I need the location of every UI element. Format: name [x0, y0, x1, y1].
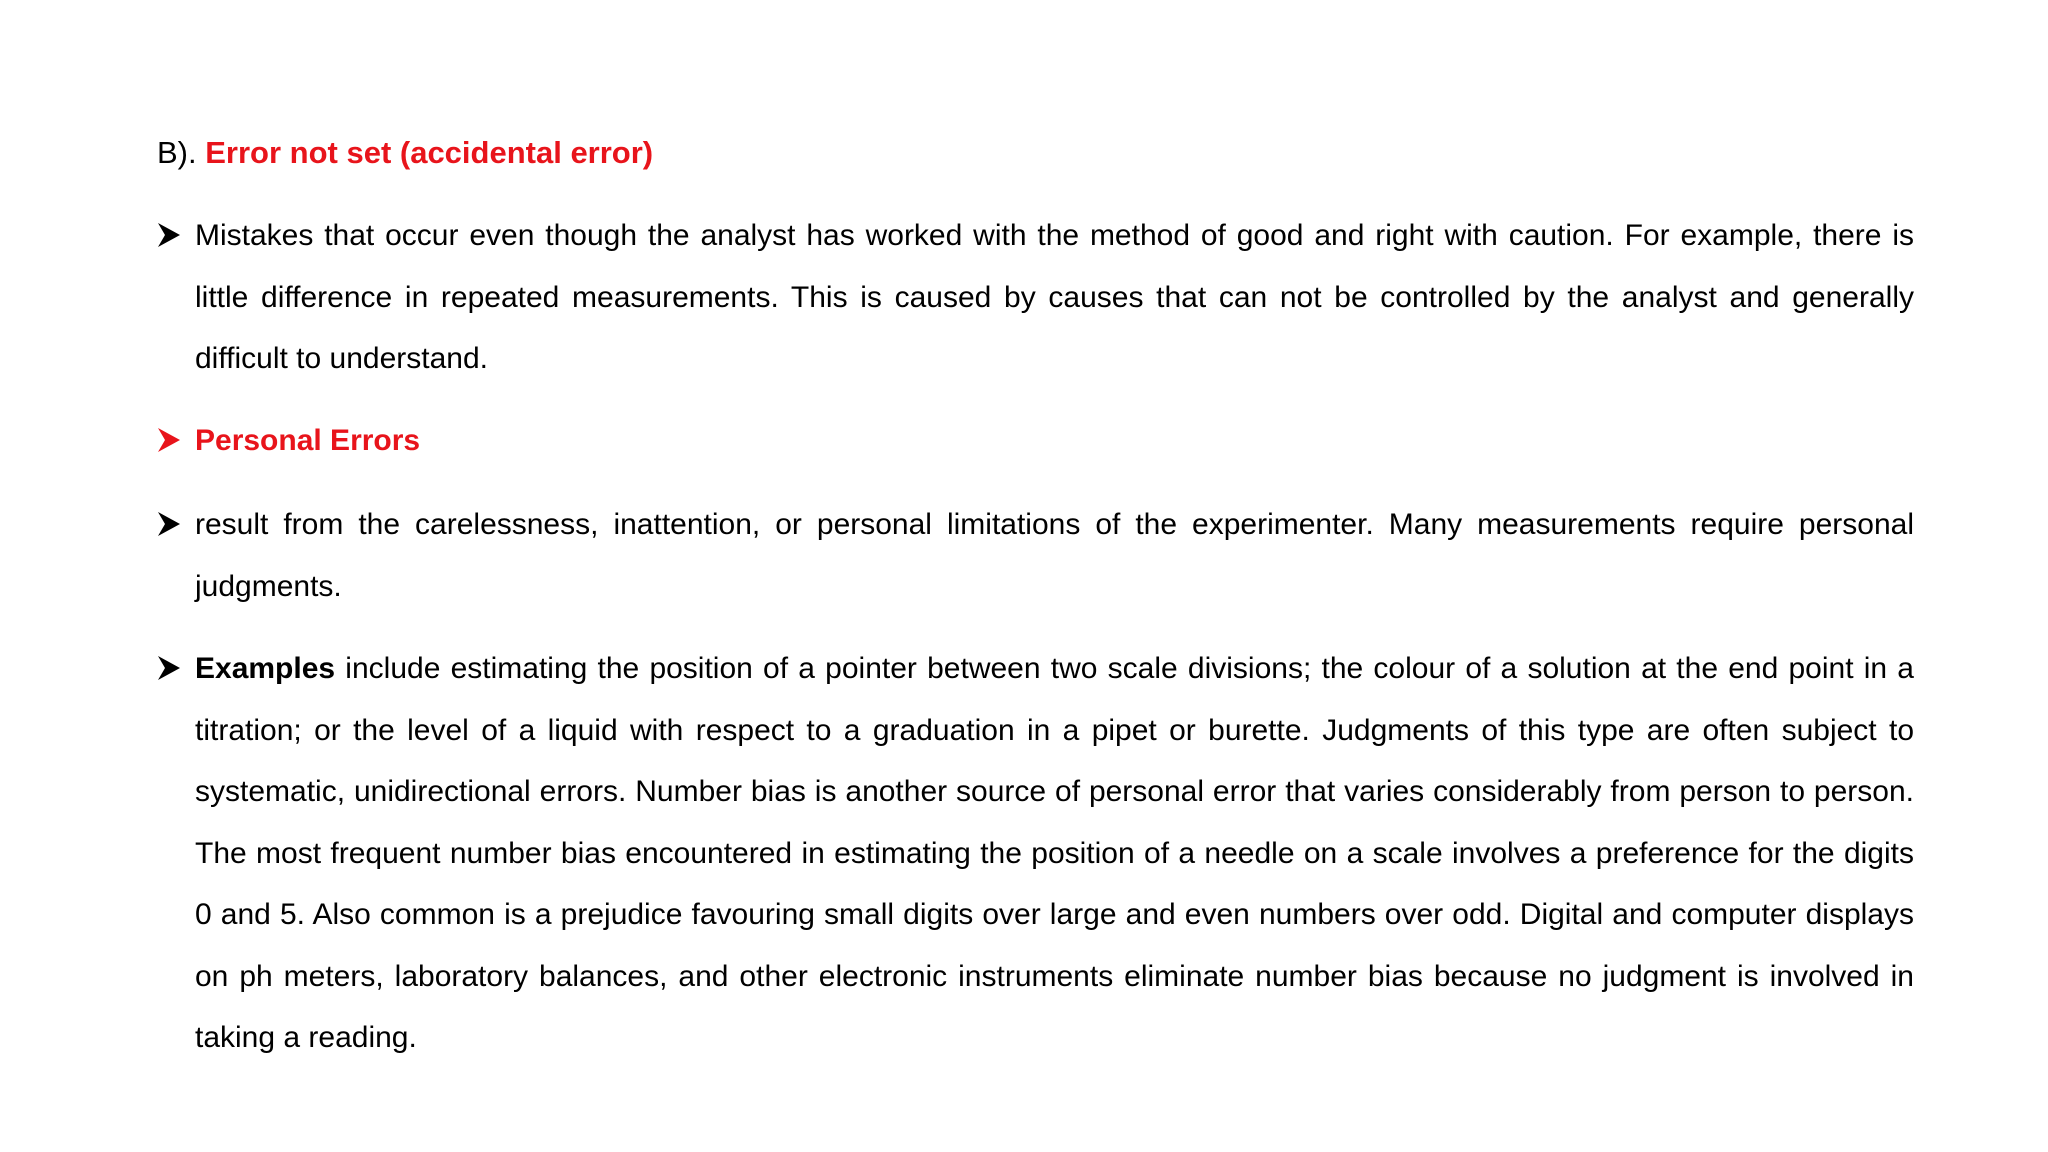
- section-heading: [157, 128, 653, 178]
- arrowhead-bullet-icon: [157, 222, 181, 248]
- bullet-text: result from the carelessness, inattention, or personal limitations of the experimenter. Many measurements require personal judgments.: [195, 508, 1914, 603]
- heading-prefix: B).: [157, 135, 206, 170]
- bullet-item-personal-errors-description: [157, 494, 1914, 617]
- arrowhead-bullet-icon: [157, 655, 181, 681]
- arrowhead-bullet-icon: [157, 511, 181, 537]
- bullet-subheading: Personal Errors: [195, 424, 421, 457]
- bullet-text: Mistakes that occur even though the analyst has worked with the method of good and right with caution. For example, there is little difference in repeated measurements. This is caused by causes that can not be controlled by the analyst and generally difficult to understand.: [195, 219, 1914, 375]
- bullet-item-personal-errors: [157, 410, 1914, 472]
- bullet-lead: Examples: [195, 652, 336, 685]
- bullet-body: include estimating the position of a pointer between two scale divisions; the colour of a solution at the end point in a titration; or the level of a liquid with respect to a graduation in a pipet or burette. Judgments of this type are often subject to systematic, unidirectional errors. Number bias is another source of personal error that varies considerably from person to person. The most frequent number bias encountered in estimating the position of a needle on a scale involves a preference for the digits 0 and 5. Also common is a prejudice favouring small digits over large and even numbers over odd. Digital and computer displays on ph meters, laboratory balances, and other electronic instruments eliminate number bias because no judgment is involved in taking a reading.: [195, 652, 1914, 1054]
- arrowhead-bullet-icon: [157, 427, 181, 453]
- heading-title: Error not set (accidental error): [205, 135, 654, 170]
- bullet-item-examples: [157, 638, 1914, 1069]
- bullet-text: [195, 638, 1914, 1069]
- bullet-item-accidental-error: [157, 205, 1914, 390]
